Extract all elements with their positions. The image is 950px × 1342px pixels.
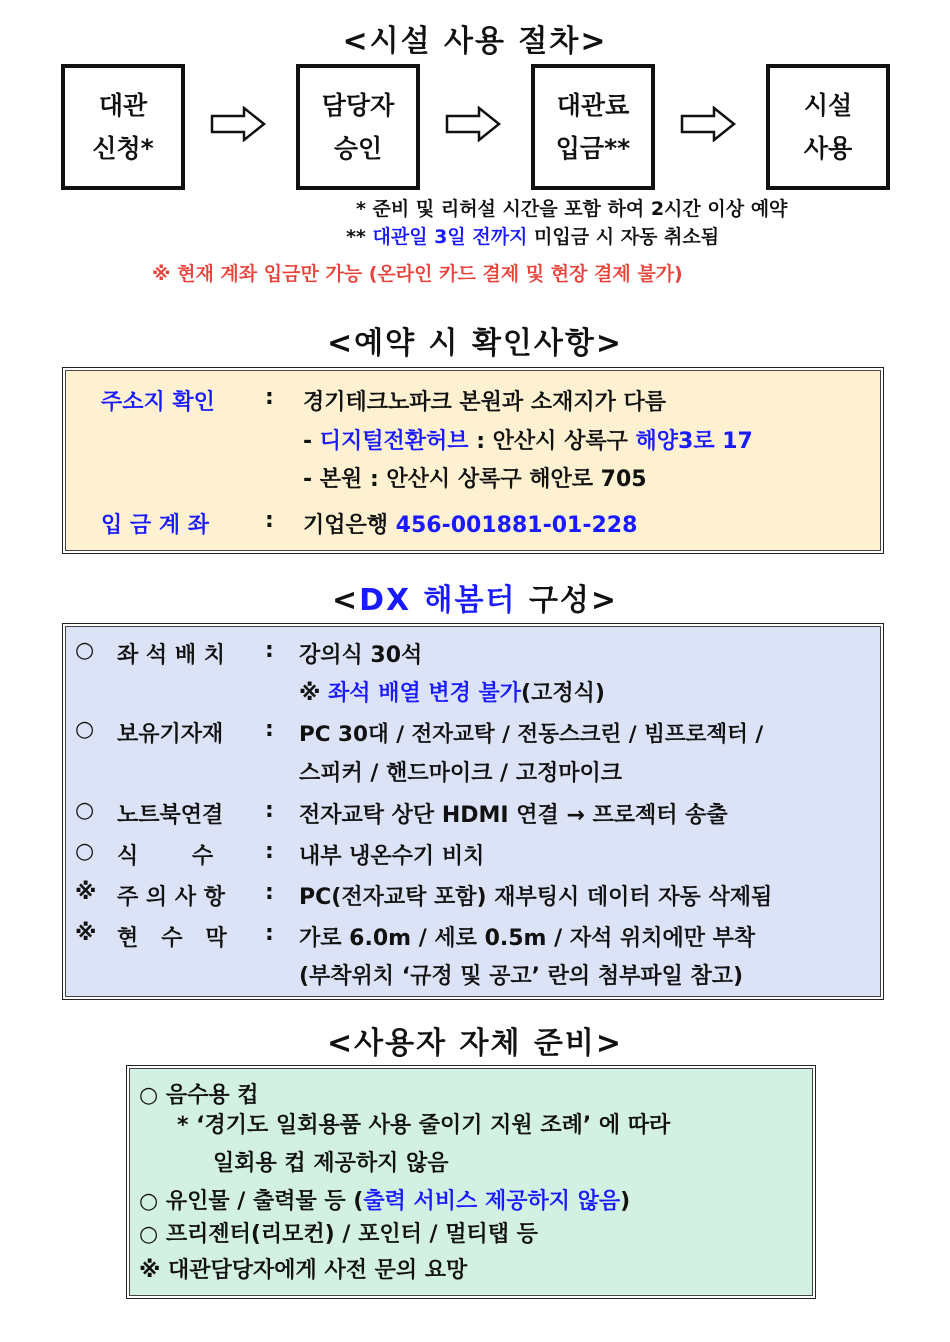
colon: : <box>265 385 274 410</box>
self-preparation-title: <사용자 자체 준비> <box>326 1026 624 1061</box>
banner-value: 가로 6.0m / 세로 0.5m / 자석 위치에만 부착 <box>299 926 756 951</box>
step-line2: 신청* <box>92 134 154 163</box>
colon: : <box>265 717 274 742</box>
reservation-check-title: <예약 시 확인사항> <box>326 326 624 361</box>
seating-note <box>299 676 605 707</box>
reservation-check-box <box>62 367 884 554</box>
print-service-note: 출력 서비스 제공하지 않음 <box>363 1189 621 1214</box>
note-rest: 미입금 시 자동 취소됨 <box>527 226 720 248</box>
arrow-right-icon <box>680 106 736 142</box>
bullet: ○ <box>75 717 95 742</box>
step-facility-use <box>766 64 890 190</box>
step-manager-approval <box>296 64 420 190</box>
bank-name: 기업은행 <box>303 513 396 538</box>
step-line1: 담당자 <box>321 91 395 120</box>
seat-fixed: 좌석 배열 변경 불가 <box>328 681 522 706</box>
colon: : <box>265 921 274 946</box>
bullet: ※ <box>75 880 97 905</box>
step-fee-payment <box>531 64 655 190</box>
account-label: 입 금 계 좌 <box>101 513 209 538</box>
hub-city: : 안산시 상록구 <box>468 429 636 454</box>
title-room-name: DX 해봄터 <box>359 583 517 618</box>
step-line1: 시설 <box>803 91 853 120</box>
seating-value: 강의식 30석 <box>299 643 423 668</box>
bullet: ○ <box>75 839 95 864</box>
bank-account <box>303 508 637 539</box>
banner-label: 현 수 막 <box>117 926 227 951</box>
note-marker: ** <box>346 226 373 248</box>
colon: : <box>265 798 274 823</box>
printout-text: ○ 유인물 / 출력물 등 ( <box>139 1189 364 1214</box>
dx-room-box <box>62 623 884 1000</box>
hub-name: 디지털전환허브 <box>319 429 469 454</box>
colon: : <box>265 508 274 533</box>
procedure-title: <시설 사용 절차> <box>342 24 608 59</box>
caution-label: 주 의 사 항 <box>117 885 225 910</box>
seating-label: 좌 석 배 치 <box>117 643 225 668</box>
cup-note-disposable: 일회용 컵 제공하지 않음 <box>213 1151 449 1176</box>
bullet: ※ <box>75 921 97 946</box>
presenter-item: ○ 프리젠터(리모컨) / 포인터 / 멀티탭 등 <box>139 1222 538 1247</box>
hub-road: 해양3로 17 <box>635 429 753 454</box>
arrow-right-icon <box>210 106 266 142</box>
title-close: 구성> <box>516 583 619 618</box>
account-number: 456-001881-01-228 <box>395 513 638 538</box>
laptop-value: 전자교탁 상단 HDMI 연결 → 프로젝터 송출 <box>299 803 728 828</box>
caution-value: PC(전자교탁 포함) 재부팅시 데이터 자동 삭제됨 <box>299 885 773 910</box>
seat-fixed-type: (고정식) <box>521 681 605 706</box>
equipment-value-cont: 스피커 / 핸드마이크 / 고정마이크 <box>299 761 622 786</box>
main-office-address: - 본원 : 안산시 상록구 해안로 705 <box>303 467 647 492</box>
hub-address <box>303 424 753 455</box>
water-value: 내부 냉온수기 비치 <box>299 844 485 869</box>
equipment-label: 보유기자재 <box>117 722 224 747</box>
note-deadline: 대관일 3일 전까지 <box>372 226 528 248</box>
inquiry-note: ※ 대관담당자에게 사전 문의 요망 <box>139 1258 468 1283</box>
cup-item: ○ 음수용 컵 <box>139 1083 259 1108</box>
note-auto-cancel <box>346 222 719 249</box>
dash: - <box>303 429 320 454</box>
equipment-value: PC 30대 / 전자교탁 / 전동스크린 / 빔프로젝터 / <box>299 722 764 747</box>
bullet: ○ <box>75 798 95 823</box>
colon: : <box>265 839 274 864</box>
water-label: 식 수 <box>117 844 214 869</box>
colon: : <box>265 638 274 663</box>
step-line1: 대관료 <box>556 91 630 120</box>
laptop-label: 노트북연결 <box>117 803 224 828</box>
step-line1: 대관 <box>98 91 148 120</box>
address-label: 주소지 확인 <box>101 390 215 415</box>
address-main: 경기테크노파크 본원과 소재지가 다름 <box>303 390 667 415</box>
banner-value-cont: (부착위치 ‘규정 및 공고’ 란의 첨부파일 참고) <box>299 964 744 989</box>
bullet: ○ <box>75 638 95 663</box>
step-rental-application <box>61 64 185 190</box>
step-line2: 사용 <box>803 134 853 163</box>
printout-close: ) <box>620 1189 631 1214</box>
self-preparation-box <box>126 1065 816 1299</box>
note-mark: ※ <box>299 681 329 706</box>
title-open: < <box>331 583 360 618</box>
step-line2: 입금** <box>555 134 631 163</box>
dx-room-title <box>0 575 950 619</box>
cup-note-ordinance: * ‘경기도 일회용품 사용 줄이기 지원 조례’ 에 따라 <box>177 1113 671 1138</box>
printout-item <box>139 1184 630 1215</box>
arrow-right-icon <box>445 106 501 142</box>
colon: : <box>265 880 274 905</box>
step-line2: 승인 <box>333 134 383 163</box>
payment-warning: ※ 현재 계좌 입금만 가능 (온라인 카드 결제 및 현장 결제 불가) <box>152 263 683 285</box>
note-booking-time: * 준비 및 리허설 시간을 포함 하여 2시간 이상 예약 <box>356 198 788 220</box>
